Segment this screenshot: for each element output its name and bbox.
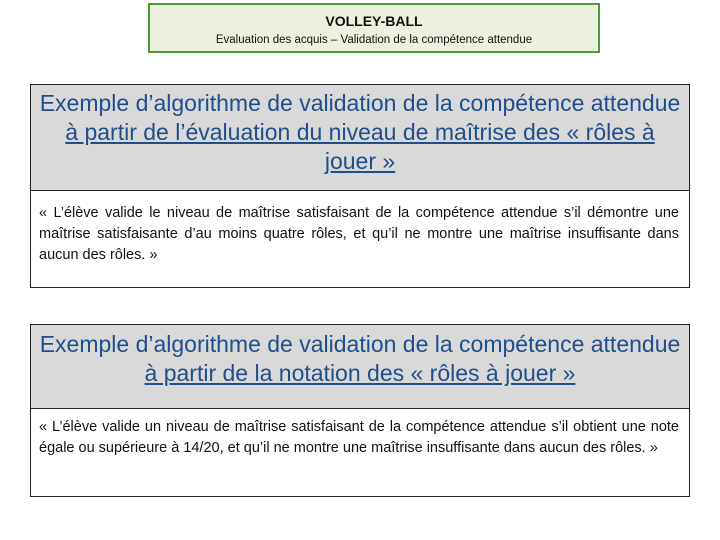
panel-heading-text: Exemple d’algorithme de validation de la compétence attendue	[39, 331, 681, 357]
algorithm-panel-evaluation	[30, 84, 690, 288]
panel-body-text: « L’élève valide un niveau de maîtrise satisfaisant de la compétence attendue s’il obtient une note égale ou supérieure à 14/20, et qu’il ne montre une maîtrise insuffisante dans aucun des rôles. »	[39, 419, 679, 456]
panel-heading-text: Exemple d’algorithme de validation de la compétence attendue	[39, 90, 681, 116]
panel-heading-underlined: à partir de la notation des « rôles à jouer »	[144, 360, 576, 386]
algorithm-panel-notation	[30, 324, 690, 497]
page-title: VOLLEY-BALL	[325, 13, 423, 29]
page-subtitle: Evaluation des acquis – Validation de la compétence attendue	[215, 34, 533, 46]
panel-heading	[31, 85, 689, 191]
panel-heading	[31, 325, 689, 409]
panel-heading-underlined: à partir de l’évaluation du niveau de maîtrise des « rôles à jouer »	[65, 119, 655, 174]
header-box	[148, 3, 600, 53]
panel-body-text: « L’élève valide le niveau de maîtrise satisfaisant de la compétence attendue s’il démontre une maîtrise satisfaisante d’au moins quatre rôles, et qu’il ne montre une maîtrise insuffisante dans aucun des rôles. »	[39, 205, 679, 263]
